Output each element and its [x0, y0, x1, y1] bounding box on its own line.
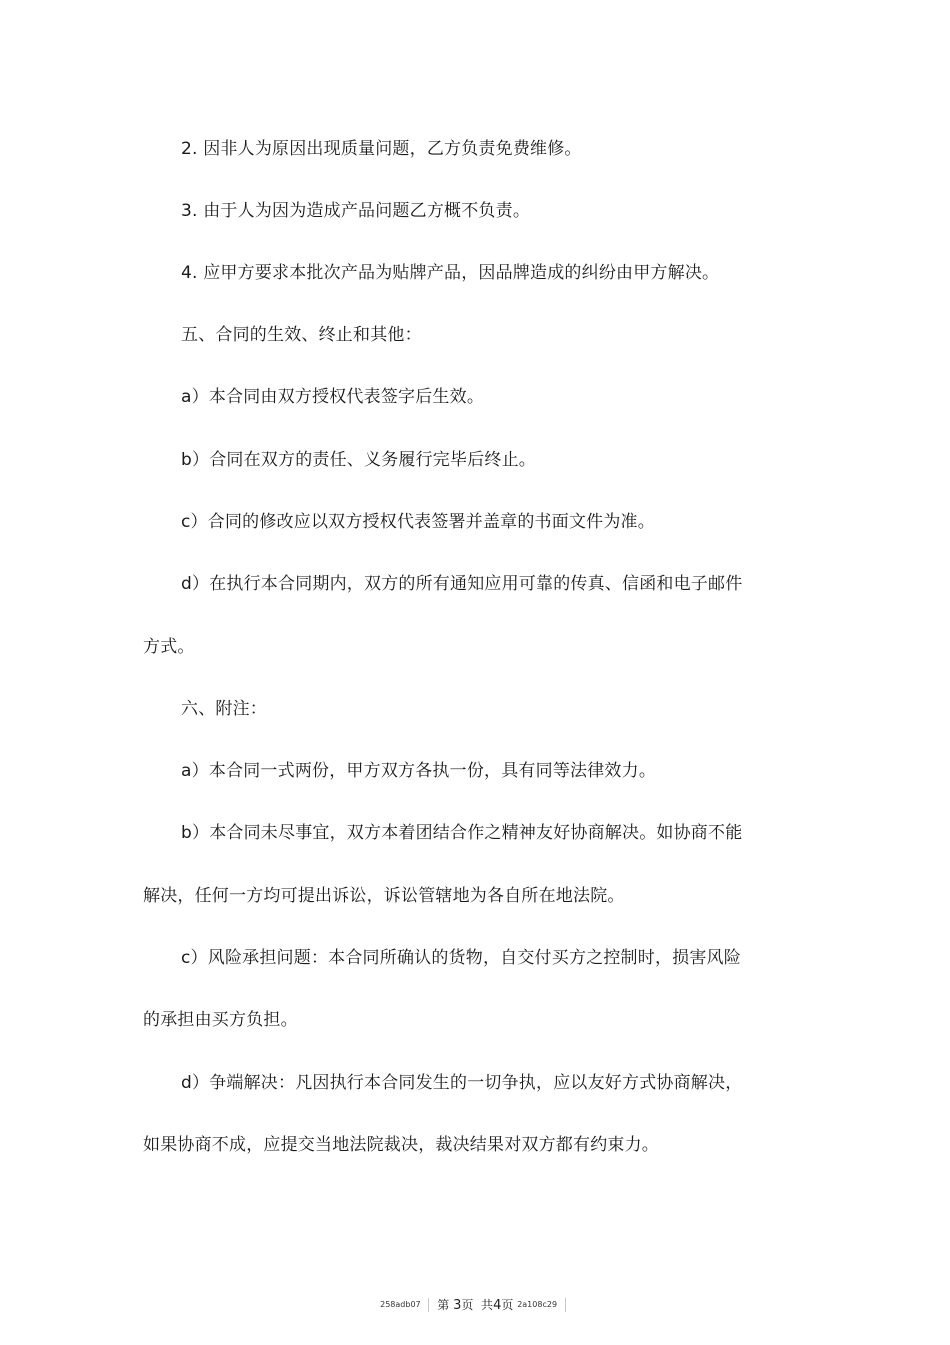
footer-code-right: 2a108c29 [517, 1300, 558, 1309]
footer-divider-right [565, 1298, 566, 1312]
clause-5c: c）合同的修改应以双方授权代表签署并盖章的书面文件为准。 [181, 512, 655, 532]
clause-6c-continued: 的承担由买方负担。 [143, 1010, 298, 1030]
footer-page-mid: 页 共 [461, 1298, 494, 1312]
clause-2: 2. 因非人为原因出现质量问题，乙方负责免费维修。 [181, 139, 582, 159]
footer-divider [428, 1298, 429, 1312]
clause-5d: d）在执行本合同期内，双方的所有通知应用可靠的传真、信函和电子邮件 [181, 574, 743, 594]
section-heading-5: 五、合同的生效、终止和其他： [181, 325, 422, 345]
clause-5d-continued: 方式。 [143, 637, 195, 657]
section-heading-6: 六、附注： [181, 699, 267, 719]
clause-3: 3. 由于人为因为造成产品问题乙方概不负责。 [181, 201, 531, 221]
footer-page-prefix: 第 [437, 1298, 450, 1312]
clause-6d-continued: 如果协商不成，应提交当地法院裁决，裁决结果对双方都有约束力。 [143, 1135, 659, 1155]
footer-code-left: 258adb07 [380, 1300, 421, 1309]
footer-page-total: 4 [493, 1298, 502, 1313]
clause-6b: b）本合同未尽事宜，双方本着团结合作之精神友好协商解决。如协商不能 [181, 823, 743, 843]
clause-6a: a）本合同一式两份，甲方双方各执一份，具有同等法律效力。 [181, 761, 657, 781]
footer-page-suffix: 页 [501, 1298, 514, 1312]
clause-5b: b）合同在双方的责任、义务履行完毕后终止。 [181, 450, 536, 470]
page-footer [0, 1296, 950, 1313]
clause-4: 4. 应甲方要求本批次产品为贴牌产品，因品牌造成的纠纷由甲方解决。 [181, 263, 720, 283]
clause-5a: a）本合同由双方授权代表签字后生效。 [181, 387, 485, 407]
clause-6c: c）风险承担问题：本合同所确认的货物，自交付买方之控制时，损害风险 [181, 948, 741, 968]
clause-6d: d）争端解决：凡因执行本合同发生的一切争执，应以友好方式协商解决， [181, 1073, 743, 1093]
clause-6b-continued: 解决，任何一方均可提出诉讼，诉讼管辖地为各自所在地法院。 [143, 886, 625, 906]
footer-page-current: 3 [453, 1298, 462, 1313]
